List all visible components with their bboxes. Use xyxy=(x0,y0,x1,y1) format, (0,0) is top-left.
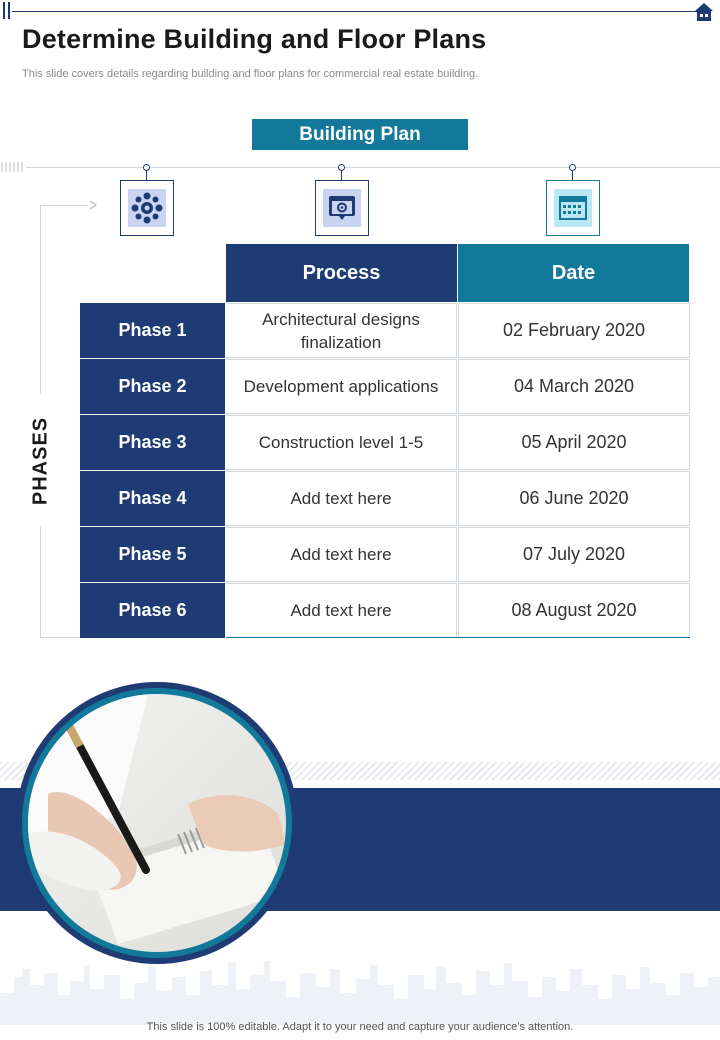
connector-dot xyxy=(569,164,576,171)
writing-hand-photo xyxy=(28,694,286,952)
phases-label: PHASES xyxy=(29,416,52,506)
table-row xyxy=(80,527,690,583)
date-cell: 04 March 2020 xyxy=(458,359,690,414)
table-row xyxy=(80,471,690,527)
city-skyline-graphic xyxy=(0,955,720,1025)
network-icon xyxy=(128,189,166,227)
process-cell: Architectural designs finalization xyxy=(226,303,457,358)
process-cell: Add text here xyxy=(226,471,457,526)
process-cell: Add text here xyxy=(226,527,457,582)
phases-bracket xyxy=(40,205,41,395)
network-icon-box xyxy=(120,180,174,236)
top-rule xyxy=(12,11,698,12)
calendar-icon xyxy=(554,189,592,227)
phases-bracket xyxy=(40,525,41,637)
top-accent-bar xyxy=(3,2,5,19)
connector-dot xyxy=(338,164,345,171)
top-accent-bar xyxy=(8,2,10,19)
home-icon[interactable] xyxy=(694,2,714,22)
phase-cell: Phase 3 xyxy=(80,415,225,470)
phases-bracket xyxy=(40,637,80,638)
table-row xyxy=(80,415,690,471)
phases-bracket xyxy=(40,205,88,206)
date-cell: 08 August 2020 xyxy=(458,583,690,638)
arrow-right-icon xyxy=(88,200,98,210)
calendar-icon-box xyxy=(546,180,600,236)
page-title: Determine Building and Floor Plans xyxy=(22,24,487,54)
column-header-process: Process xyxy=(226,244,457,302)
phase-cell: Phase 2 xyxy=(80,359,225,414)
footer-note: This slide is 100% editable. Adapt it to your need and capture your audience’s attention. xyxy=(146,1021,574,1033)
page-subtitle: This slide covers details regarding building and floor plans for commercial real estate building. xyxy=(22,68,479,80)
settings-screen-icon xyxy=(323,189,361,227)
phase-cell: Phase 4 xyxy=(80,471,225,526)
phase-cell: Phase 6 xyxy=(80,583,225,638)
connector-dot xyxy=(143,164,150,171)
column-header-date: Date xyxy=(458,244,689,302)
date-cell: 05 April 2020 xyxy=(458,415,690,470)
table-row xyxy=(80,583,690,639)
process-cell: Add text here xyxy=(226,583,457,638)
date-cell: 02 February 2020 xyxy=(458,303,690,358)
table-row xyxy=(80,303,690,359)
tick-marks xyxy=(0,162,24,172)
phase-cell: Phase 1 xyxy=(80,303,225,358)
process-cell: Construction level 1-5 xyxy=(226,415,457,470)
table-row xyxy=(80,359,690,415)
table-bottom-rule xyxy=(226,637,690,638)
date-cell: 06 June 2020 xyxy=(458,471,690,526)
building-plan-banner: Building Plan xyxy=(252,119,468,150)
timeline-rule xyxy=(26,167,720,168)
process-cell: Development applications xyxy=(226,359,457,414)
settings-screen-icon-box xyxy=(315,180,369,236)
phase-cell: Phase 5 xyxy=(80,527,225,582)
date-cell: 07 July 2020 xyxy=(458,527,690,582)
